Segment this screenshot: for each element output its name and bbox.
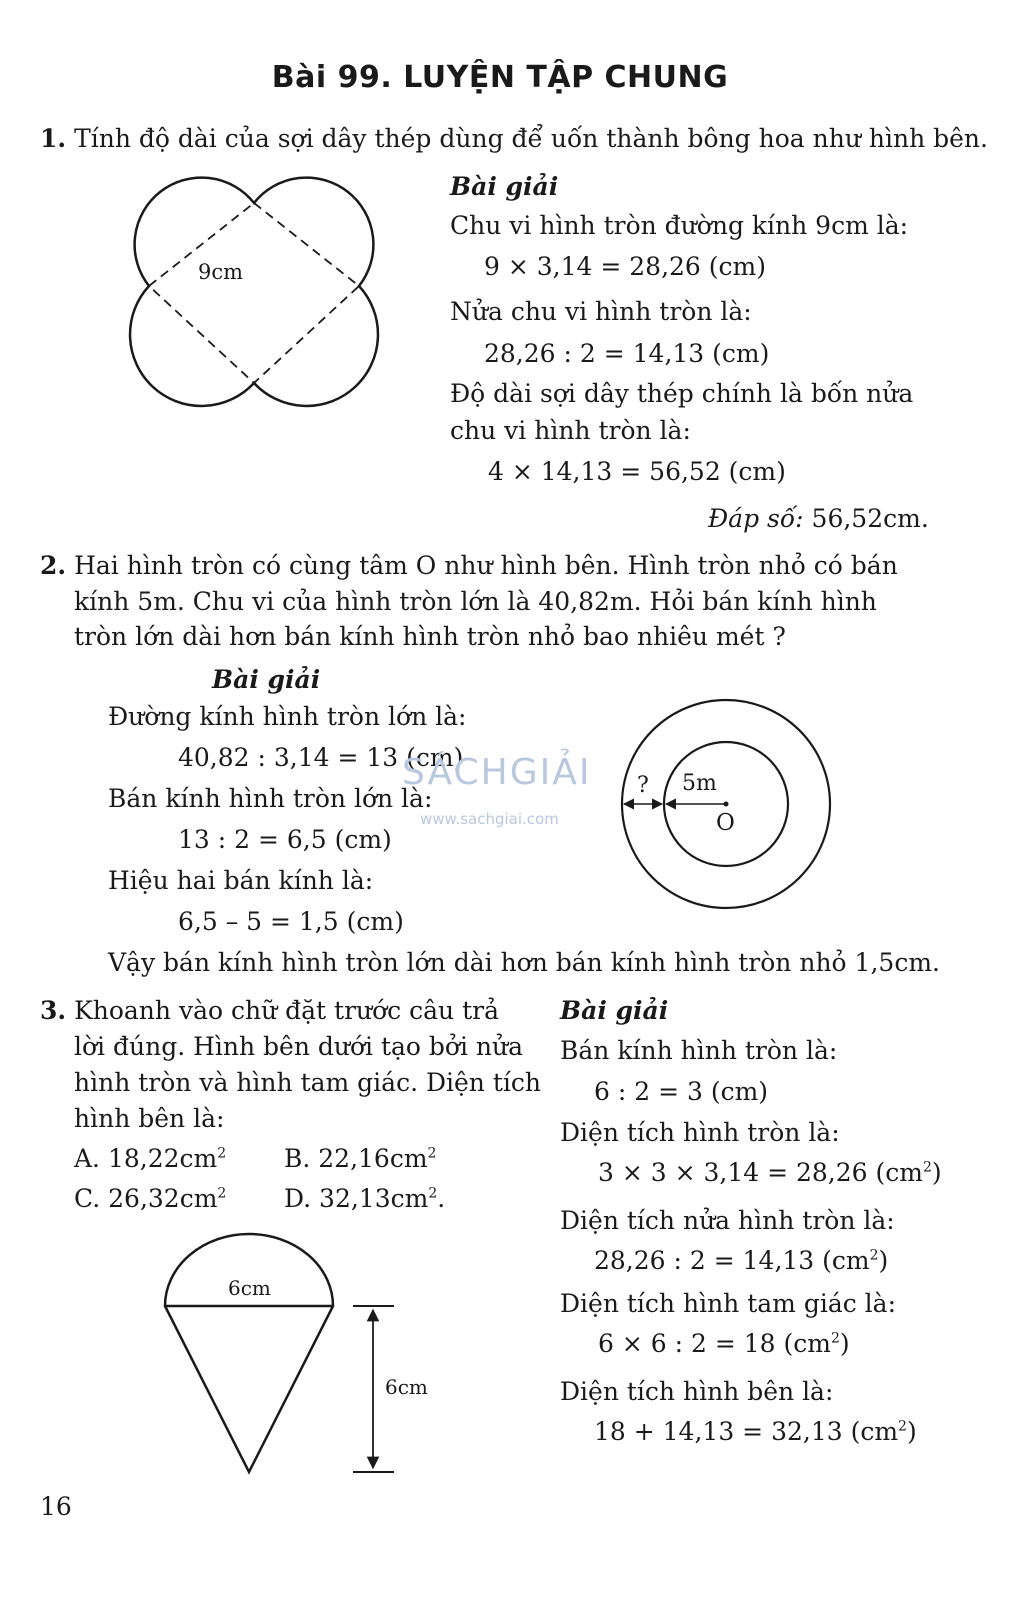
problem-3-solution-heading: Bài giải <box>560 996 669 1025</box>
problem-3-text-4: hình bên là: <box>74 1104 225 1133</box>
option-b-text: B. 22,16cm <box>284 1144 428 1173</box>
option-a-sup: 2 <box>217 1145 227 1162</box>
p1-line-1: Chu vi hình tròn đường kính 9cm là: <box>450 211 909 240</box>
cone-diameter-label: 6cm <box>228 1276 271 1300</box>
p3-line-8 <box>598 1329 850 1359</box>
option-b-sup: 2 <box>427 1145 437 1162</box>
page-title: Bài 99. LUYỆN TẬP CHUNG <box>271 60 729 95</box>
option-c-sup: 2 <box>217 1185 227 1202</box>
watermark-url: www.sachgiai.com <box>420 810 559 828</box>
p3-line-9: Diện tích hình bên là: <box>560 1377 834 1406</box>
p1-line-6: chu vi hình tròn là: <box>450 416 691 445</box>
p2-line-2: 40,82 : 3,14 = 13 (cm) <box>178 743 464 772</box>
problem-2-number: 2. <box>40 551 67 580</box>
unknown-gap-label: ? <box>637 773 649 798</box>
problem-2-text-1: Hai hình tròn có cùng tâm O như hình bên. Hình tròn nhỏ có bán <box>74 551 898 580</box>
answer-value: 56,52cm. <box>811 504 929 533</box>
ice-cream-cone-figure <box>160 1228 400 1478</box>
concentric-circles-figure <box>618 698 838 913</box>
answer-label: Đáp số: <box>708 504 804 533</box>
watermark-logo: SÁCHGIẢI <box>402 752 592 793</box>
option-d-text: D. 32,13cm <box>284 1184 429 1213</box>
small-radius-label: 5m <box>682 771 717 796</box>
problem-1-number: 1. <box>40 124 67 153</box>
option-c[interactable] <box>74 1184 226 1214</box>
p3-line-10-close: ) <box>906 1417 917 1446</box>
p2-line-6: 6,5 – 5 = 1,5 (cm) <box>178 907 404 936</box>
p3-line-8-close: ) <box>839 1329 850 1358</box>
p2-conclusion: Vậy bán kính hình tròn lớn dài hơn bán kính hình tròn nhỏ 1,5cm. <box>108 948 940 977</box>
problem-2-text-3: tròn lớn dài hơn bán kính hình tròn nhỏ bao nhiêu mét ? <box>74 622 786 651</box>
p3-line-10 <box>594 1417 917 1447</box>
p1-line-3: Nửa chu vi hình tròn là: <box>450 297 752 326</box>
p3-line-8-text: 6 × 6 : 2 = 18 (cm <box>598 1329 831 1358</box>
p2-line-1: Đường kính hình tròn lớn là: <box>108 702 467 731</box>
center-label: O <box>716 810 735 836</box>
p3-line-4-sup: 2 <box>922 1159 932 1176</box>
problem-2-text-2: kính 5m. Chu vi của hình tròn lớn là 40,82m. Hỏi bán kính hình <box>74 587 877 616</box>
p3-line-10-text: 18 + 14,13 = 32,13 (cm <box>594 1417 899 1446</box>
p3-line-2: 6 : 2 = 3 (cm) <box>594 1077 769 1106</box>
option-d-sup: 2 <box>428 1185 438 1202</box>
p3-line-4 <box>598 1158 942 1188</box>
flower-figure <box>140 190 370 400</box>
p1-line-5: Độ dài sợi dây thép chính là bốn nửa <box>450 379 914 408</box>
p3-line-10-sup: 2 <box>898 1418 907 1435</box>
option-a-text: A. 18,22cm <box>74 1144 218 1173</box>
p3-line-4-text: 3 × 3 × 3,14 = 28,26 (cm <box>598 1158 923 1187</box>
problem-1-solution-heading: Bài giải <box>450 172 559 201</box>
p2-line-3: Bán kính hình tròn lớn là: <box>108 784 433 813</box>
p2-line-4: 13 : 2 = 6,5 (cm) <box>178 825 392 854</box>
p1-line-4: 28,26 : 2 = 14,13 (cm) <box>484 339 770 368</box>
p3-line-6-text: 28,26 : 2 = 14,13 (cm <box>594 1246 870 1275</box>
problem-3-text-1: Khoanh vào chữ đặt trước câu trả <box>74 996 499 1025</box>
p1-line-7: 4 × 14,13 = 56,52 (cm) <box>488 457 786 486</box>
p2-line-5: Hiệu hai bán kính là: <box>108 866 374 895</box>
p3-line-1: Bán kính hình tròn là: <box>560 1036 838 1065</box>
option-c-text: C. 26,32cm <box>74 1184 218 1213</box>
flower-diameter-label: 9cm <box>198 260 244 284</box>
problem-2-solution-heading: Bài giải <box>212 665 321 694</box>
problem-1-text: Tính độ dài của sợi dây thép dùng để uốn thành bông hoa như hình bên. <box>74 124 988 153</box>
p3-line-5: Diện tích nửa hình tròn là: <box>560 1206 895 1235</box>
problem-2-question-line-1 <box>40 551 898 581</box>
problem-3-text-3: hình tròn và hình tam giác. Diện tích <box>74 1068 541 1097</box>
problem-1-question <box>40 124 988 154</box>
problem-1-answer <box>708 504 929 534</box>
option-a[interactable] <box>74 1144 226 1174</box>
p1-line-2: 9 × 3,14 = 28,26 (cm) <box>484 252 766 281</box>
p3-line-7: Diện tích hình tam giác là: <box>560 1289 896 1318</box>
problem-3-number: 3. <box>40 996 67 1025</box>
p3-line-4-close: ) <box>931 1158 942 1187</box>
problem-3-question-line-1 <box>40 996 499 1026</box>
cone-height-label: 6cm <box>385 1375 428 1399</box>
p3-line-6-close: ) <box>878 1246 889 1275</box>
page-number: 16 <box>40 1492 72 1521</box>
p3-line-8-sup: 2 <box>830 1330 840 1347</box>
problem-3-text-2: lời đúng. Hình bên dưới tạo bởi nửa <box>74 1032 524 1061</box>
option-d[interactable]: D. $32,13cm^2$. <box>284 1184 446 1213</box>
p3-line-6 <box>594 1246 888 1276</box>
option-b[interactable] <box>284 1144 436 1174</box>
p3-line-3: Diện tích hình tròn là: <box>560 1118 840 1147</box>
p3-line-6-sup: 2 <box>869 1247 879 1264</box>
